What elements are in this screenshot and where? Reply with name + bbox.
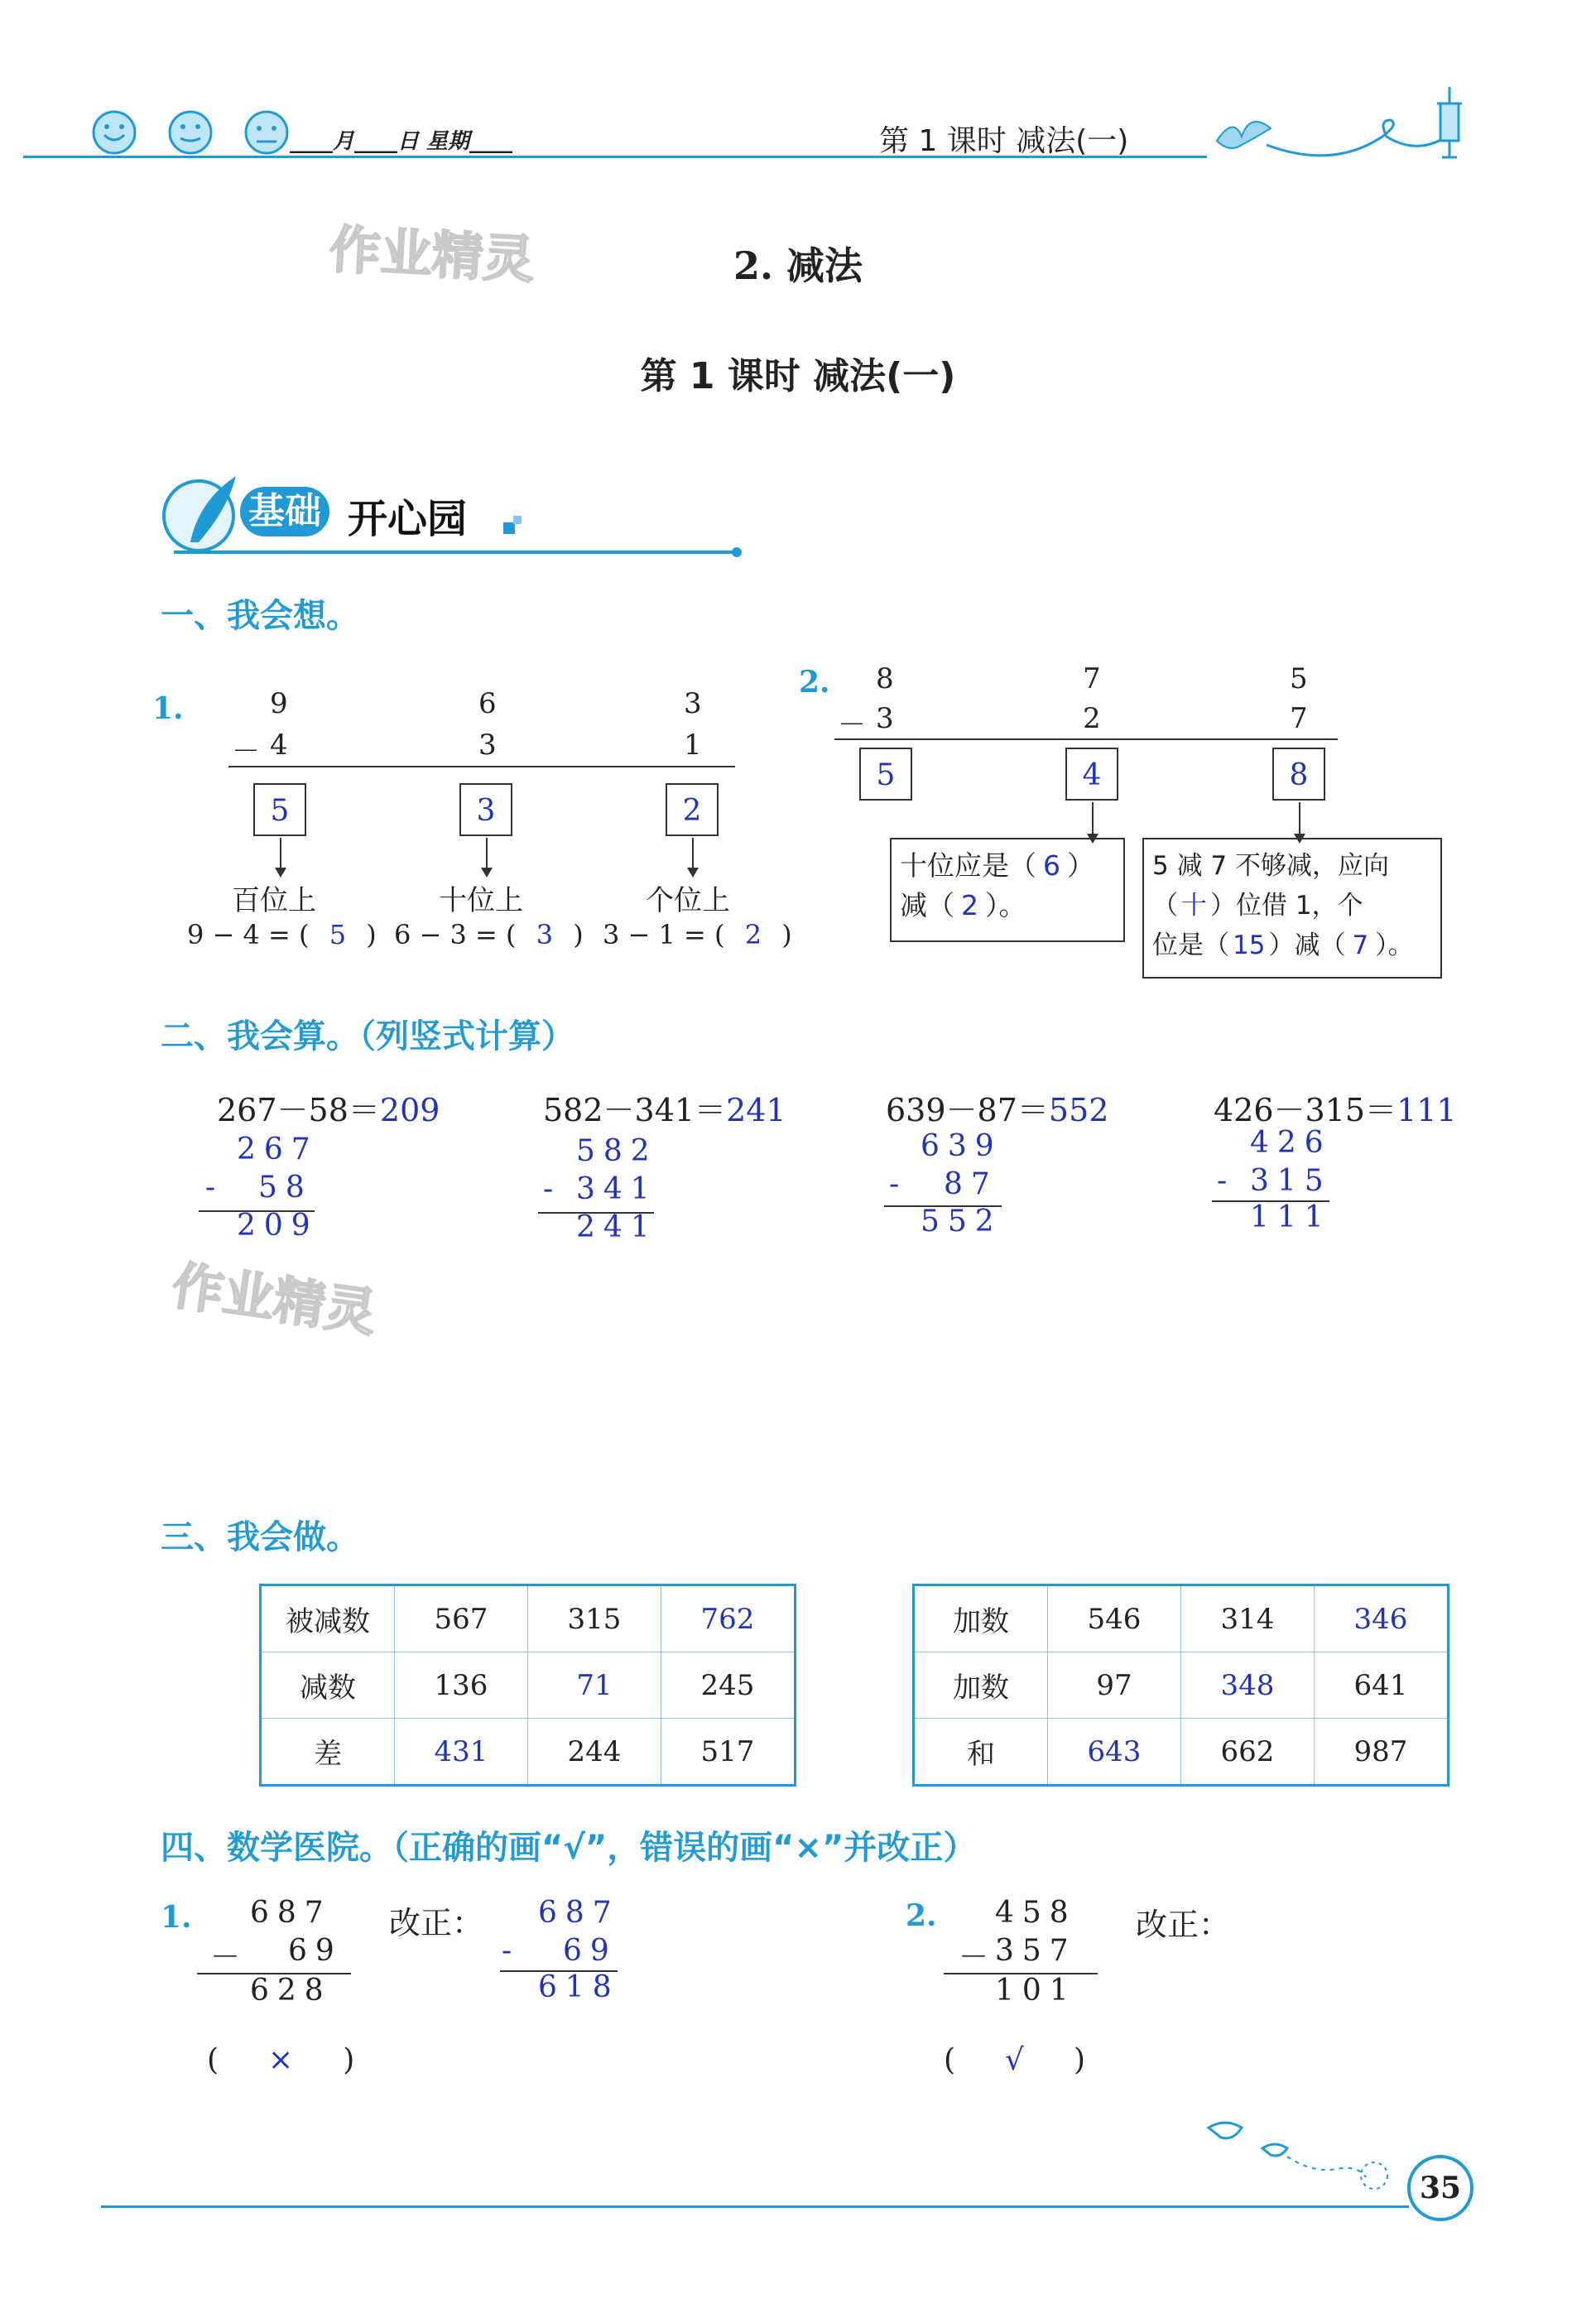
place-label: 百位上 bbox=[232, 884, 316, 917]
equation-answer: 3 bbox=[536, 919, 554, 950]
answer-box: 4 bbox=[1065, 748, 1118, 801]
hint-line bbox=[1152, 926, 1432, 965]
hint-line bbox=[900, 886, 1115, 926]
judgement-mark bbox=[944, 2043, 1085, 2077]
expression-text: 267－58＝ bbox=[217, 1092, 380, 1128]
header-rule bbox=[23, 156, 1207, 158]
hint-text: ）位借 1，个 bbox=[1210, 891, 1363, 921]
row-label: 减数 bbox=[261, 1652, 395, 1719]
fix-top: 687 bbox=[538, 1896, 620, 1930]
column-minus: - bbox=[889, 1167, 908, 1201]
row-label: 和 bbox=[914, 1719, 1048, 1786]
column-subtrahend: 341 bbox=[576, 1172, 658, 1206]
expression-text: 639－87＝ bbox=[886, 1092, 1049, 1128]
expression bbox=[543, 1085, 786, 1130]
hint-text: 位是（ bbox=[1152, 931, 1229, 960]
hint-text: ） bbox=[1067, 849, 1094, 882]
table-cell: 517 bbox=[661, 1719, 796, 1786]
table-cell: 97 bbox=[1048, 1652, 1181, 1719]
judgement-mark bbox=[207, 2043, 354, 2077]
answer-box: 3 bbox=[459, 783, 512, 836]
equation-close: ) bbox=[366, 919, 377, 950]
watermark: 作业精灵 bbox=[168, 1255, 381, 1344]
page-title: 2. 减法 bbox=[733, 243, 863, 288]
column-minus: - bbox=[543, 1172, 562, 1206]
down-arrow-icon bbox=[486, 838, 488, 869]
minus-sign: － bbox=[838, 709, 866, 742]
table-cell: 662 bbox=[1181, 1719, 1315, 1786]
equation-answer: 2 bbox=[744, 919, 762, 950]
footer-rule bbox=[101, 2205, 1409, 2208]
table-cell: 245 bbox=[661, 1652, 796, 1719]
equation-close: ) bbox=[781, 919, 792, 950]
column-result: 101 bbox=[995, 1974, 1077, 2008]
equation bbox=[187, 919, 377, 950]
place-label: 个位上 bbox=[646, 884, 730, 917]
digit-top: 7 bbox=[1083, 662, 1101, 695]
section-heading: 一、我会想。 bbox=[161, 597, 359, 635]
expression-answer: 552 bbox=[1048, 1092, 1109, 1128]
table-cell: 546 bbox=[1048, 1585, 1181, 1652]
column-subtrahend: 87 bbox=[944, 1167, 998, 1201]
hint-text: 减（ bbox=[900, 889, 954, 921]
column-subtrahend: 315 bbox=[1250, 1164, 1332, 1198]
hint-text: 5 减 7 不够减，应向 bbox=[1152, 851, 1390, 881]
digit-top: 6 bbox=[478, 687, 497, 720]
section-heading: 二、我会算。（列竖式计算） bbox=[161, 1017, 574, 1056]
column-subtrahend: 357 bbox=[995, 1934, 1077, 1968]
column-top: 458 bbox=[995, 1896, 1077, 1930]
digit-bottom: 3 bbox=[478, 729, 497, 762]
row-label: 加数 bbox=[914, 1585, 1048, 1652]
table-cell: 244 bbox=[528, 1719, 661, 1786]
smiley-faces-icon bbox=[89, 103, 296, 161]
table-cell: 641 bbox=[1315, 1652, 1449, 1719]
column-top: 267 bbox=[237, 1133, 319, 1166]
hint-answer: 2 bbox=[961, 889, 978, 921]
column-result: 209 bbox=[237, 1209, 319, 1243]
paren: ) bbox=[343, 2043, 355, 2077]
equation-text: 9 − 4 = ( bbox=[187, 919, 310, 950]
table-cell-answer: 762 bbox=[661, 1585, 796, 1652]
sum-line bbox=[834, 738, 1338, 740]
hint-answer: 十 bbox=[1181, 891, 1207, 921]
column-subtrahend: 69 bbox=[288, 1934, 343, 1968]
banner-title: 开心园 bbox=[348, 496, 468, 542]
hint-answer: 15 bbox=[1233, 931, 1266, 960]
answer-box: 5 bbox=[253, 783, 306, 836]
section-heading: 三、我会做。 bbox=[161, 1518, 359, 1556]
hint-answer: 7 bbox=[1352, 931, 1369, 960]
column-result: 552 bbox=[921, 1205, 1002, 1238]
page-number: 35 bbox=[1407, 2155, 1473, 2221]
column-top: 426 bbox=[1250, 1126, 1332, 1160]
column-result: 241 bbox=[576, 1210, 658, 1244]
hint-box-ones bbox=[1142, 838, 1442, 979]
expression bbox=[217, 1085, 440, 1130]
equation-close: ) bbox=[573, 919, 584, 950]
fix-minus: - bbox=[502, 1934, 521, 1968]
question-number: 2. bbox=[906, 1898, 937, 1933]
column-minus: - bbox=[1217, 1164, 1236, 1198]
equation-answer: 5 bbox=[329, 919, 347, 950]
expression-text: 426－315＝ bbox=[1214, 1092, 1397, 1128]
answer-box: 5 bbox=[859, 748, 912, 801]
down-arrow-icon bbox=[1092, 802, 1094, 835]
column-result: 628 bbox=[250, 1974, 332, 2008]
place-label: 十位上 bbox=[439, 884, 523, 917]
column-subtrahend: 58 bbox=[258, 1171, 313, 1205]
column-top: 687 bbox=[250, 1896, 332, 1930]
down-arrow-icon bbox=[280, 838, 281, 869]
column-result: 111 bbox=[1250, 1200, 1332, 1234]
table-cell-answer: 348 bbox=[1181, 1652, 1315, 1719]
hint-text: ）。 bbox=[1375, 931, 1414, 960]
question-number: 2. bbox=[799, 665, 830, 700]
digit-bottom: 2 bbox=[1083, 702, 1101, 735]
down-arrow-icon bbox=[692, 838, 694, 869]
column-minus: - bbox=[205, 1171, 224, 1205]
equation bbox=[603, 919, 792, 950]
digit-bottom: 7 bbox=[1290, 702, 1308, 735]
lesson-title: 第 1 课时 减法(一) bbox=[640, 355, 956, 397]
butterfly-lamp-icon bbox=[1209, 79, 1473, 170]
lesson-label: 第 1 课时 减法(一) bbox=[879, 124, 1129, 158]
cross-mark-icon: × bbox=[268, 2043, 294, 2077]
banner-badge: 基础 bbox=[240, 487, 329, 536]
digit-bottom: 3 bbox=[876, 702, 894, 735]
row-label: 加数 bbox=[914, 1652, 1048, 1719]
row-label: 差 bbox=[261, 1719, 395, 1786]
paren: ) bbox=[1074, 2043, 1086, 2077]
subtraction-table bbox=[259, 1584, 796, 1787]
digit-top: 5 bbox=[1290, 662, 1308, 695]
table-row bbox=[261, 1585, 796, 1652]
table-cell-answer: 71 bbox=[528, 1652, 661, 1719]
section-heading: 四、数学医院。（正确的画“√”，错误的画“×”并改正） bbox=[161, 1829, 977, 1867]
expression-text: 582－341＝ bbox=[543, 1092, 727, 1128]
table-cell: 567 bbox=[395, 1585, 528, 1652]
hint-box-tens bbox=[890, 838, 1125, 942]
table-cell: 314 bbox=[1181, 1585, 1315, 1652]
hint-text: （ bbox=[1152, 891, 1178, 921]
watermark: 作业精灵 bbox=[327, 219, 536, 291]
hint-answer: 6 bbox=[1043, 849, 1060, 882]
expression-answer: 241 bbox=[726, 1092, 786, 1128]
sum-line bbox=[228, 766, 735, 767]
table-cell: 987 bbox=[1315, 1719, 1449, 1786]
hint-text: ）减（ bbox=[1268, 931, 1346, 960]
table-cell-answer: 431 bbox=[395, 1719, 528, 1786]
table-row bbox=[914, 1719, 1449, 1786]
addition-table bbox=[912, 1584, 1449, 1787]
table-row bbox=[261, 1719, 796, 1786]
equation bbox=[394, 919, 584, 950]
hint-text: 十位应是（ bbox=[900, 849, 1036, 882]
hint-line bbox=[1152, 886, 1432, 926]
digit-bottom: 1 bbox=[684, 729, 702, 762]
table-cell: 315 bbox=[528, 1585, 661, 1652]
equation-text: 3 − 1 = ( bbox=[603, 919, 725, 950]
digit-bottom: 4 bbox=[270, 729, 288, 762]
column-minus: － bbox=[210, 1941, 249, 1974]
expression-answer: 111 bbox=[1396, 1092, 1457, 1128]
expression bbox=[886, 1085, 1108, 1130]
table-row bbox=[914, 1585, 1449, 1652]
fix-label: 改正： bbox=[389, 1905, 484, 1941]
table-row bbox=[261, 1652, 796, 1719]
row-label: 被减数 bbox=[261, 1585, 395, 1652]
paren: ( bbox=[207, 2043, 219, 2077]
table-row bbox=[914, 1652, 1449, 1719]
digit-top: 8 bbox=[876, 662, 894, 695]
hint-line bbox=[900, 846, 1115, 886]
down-arrow-icon bbox=[1299, 802, 1300, 835]
minus-sign: － bbox=[232, 735, 260, 768]
fix-label: 改正： bbox=[1136, 1907, 1231, 1943]
check-mark-icon: √ bbox=[1005, 2043, 1024, 2077]
fix-result: 618 bbox=[538, 1970, 620, 2004]
column-top: 582 bbox=[576, 1134, 658, 1168]
fix-subtrahend: 69 bbox=[563, 1934, 618, 1968]
hint-text: ）。 bbox=[985, 889, 1026, 921]
table-cell-answer: 346 bbox=[1315, 1585, 1449, 1652]
column-top: 639 bbox=[921, 1129, 1002, 1163]
table-cell: 136 bbox=[395, 1652, 528, 1719]
answer-box: 2 bbox=[666, 783, 719, 836]
expression-answer: 209 bbox=[379, 1092, 440, 1128]
digit-top: 3 bbox=[684, 687, 702, 720]
expression bbox=[1214, 1085, 1457, 1130]
answer-box: 8 bbox=[1272, 748, 1325, 801]
question-number: 1. bbox=[161, 1900, 192, 1935]
question-number: 1. bbox=[152, 691, 184, 726]
date-line: ____月____日 星期____ bbox=[290, 129, 513, 154]
column-minus: － bbox=[959, 1941, 997, 1974]
digit-top: 9 bbox=[270, 687, 288, 720]
paren: ( bbox=[944, 2043, 956, 2077]
equation-text: 6 − 3 = ( bbox=[394, 919, 517, 950]
table-cell-answer: 643 bbox=[1048, 1719, 1181, 1786]
